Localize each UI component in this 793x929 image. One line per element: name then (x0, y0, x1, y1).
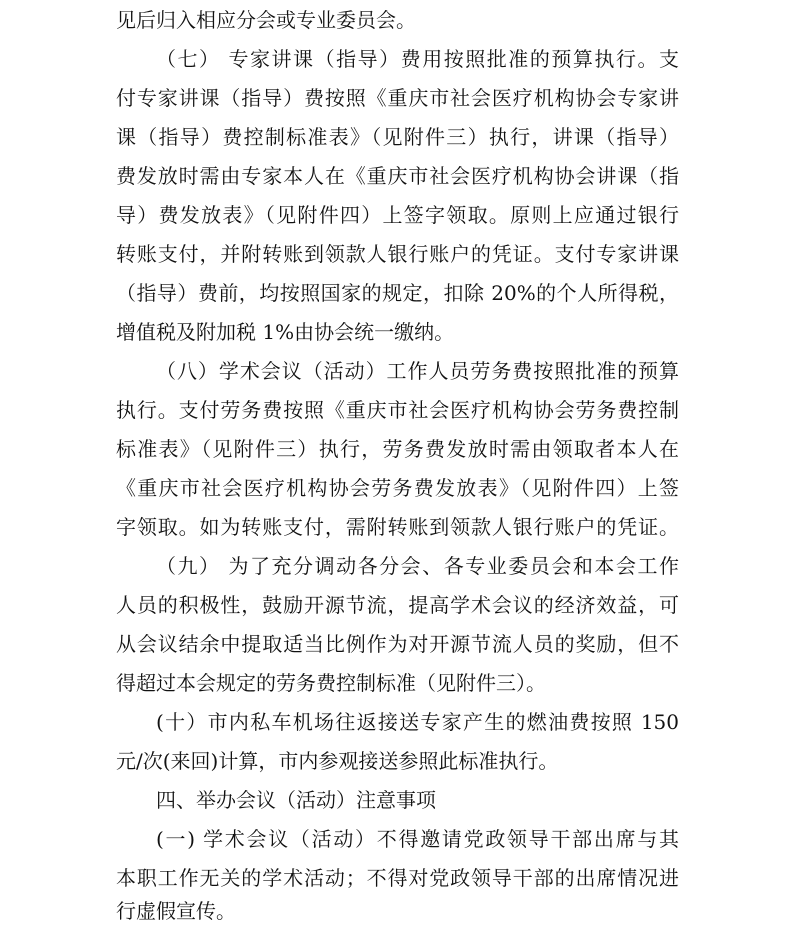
text-line: 字领取。如为转账支付，需附转账到领款人银行账户的凭证。 (116, 515, 679, 539)
text-line: 见后归入相应分会或专业委员会。 (116, 8, 416, 32)
text-line: 导）费发放表》（见附件四）上签字领取。原则上应通过银行 (116, 203, 679, 227)
text-line: 得超过本会规定的劳务费控制标准（见附件三）。 (116, 671, 546, 695)
section-heading: 四、举办会议（活动）注意事项 (156, 788, 436, 812)
text-line: 行虚假宣传。 (116, 899, 236, 923)
text-line: 费发放时需由专家本人在《重庆市社会医疗机构协会讲课（指 (116, 164, 679, 188)
text-line: 课（指导）费控制标准表》（见附件三）执行，讲课（指导） (116, 125, 679, 149)
text-line: 《重庆市社会医疗机构协会劳务费发放表》（见附件四）上签 (116, 476, 679, 500)
paragraph-10-start: (十）市内私车机场往返接送专家产生的燃油费按照 150 (156, 710, 679, 734)
text-line: 转账支付，并附转账到领款人银行账户的凭证。支付专家讲课 (116, 242, 679, 266)
text-line: 标准表》（见附件三）执行，劳务费发放时需由领取者本人在 (116, 437, 679, 461)
text-line: 增值税及附加税 1%由协会统一缴纳。 (116, 320, 455, 344)
text-line: 本职工作无关的学术活动；不得对党政领导干部的出席情况进 (116, 866, 679, 890)
text-line: 执行。支付劳务费按照《重庆市社会医疗机构协会劳务费控制 (116, 398, 679, 422)
text-line: 人员的积极性，鼓励开源节流，提高学术会议的经济效益，可 (116, 593, 679, 617)
paragraph-9-start: （九） 为了充分调动各分会、各专业委员会和本会工作 (156, 554, 679, 578)
text-line: 元/次(来回)计算，市内参观接送参照此标准执行。 (116, 749, 559, 773)
paragraph-7-start: （七） 专家讲课（指导）费用按照批准的预算执行。支 (156, 47, 679, 71)
text-line: 付专家讲课（指导）费按照《重庆市社会医疗机构协会专家讲 (116, 86, 679, 110)
subsection-1-start: (一) 学术会议（活动）不得邀请党政领导干部出席与其 (156, 827, 679, 851)
text-line: （指导）费前，均按照国家的规定，扣除 20%的个人所得税， (116, 281, 679, 305)
text-line: 从会议结余中提取适当比例作为对开源节流人员的奖励，但不 (116, 632, 679, 656)
paragraph-8-start: （八）学术会议（活动）工作人员劳务费按照批准的预算 (156, 359, 679, 383)
